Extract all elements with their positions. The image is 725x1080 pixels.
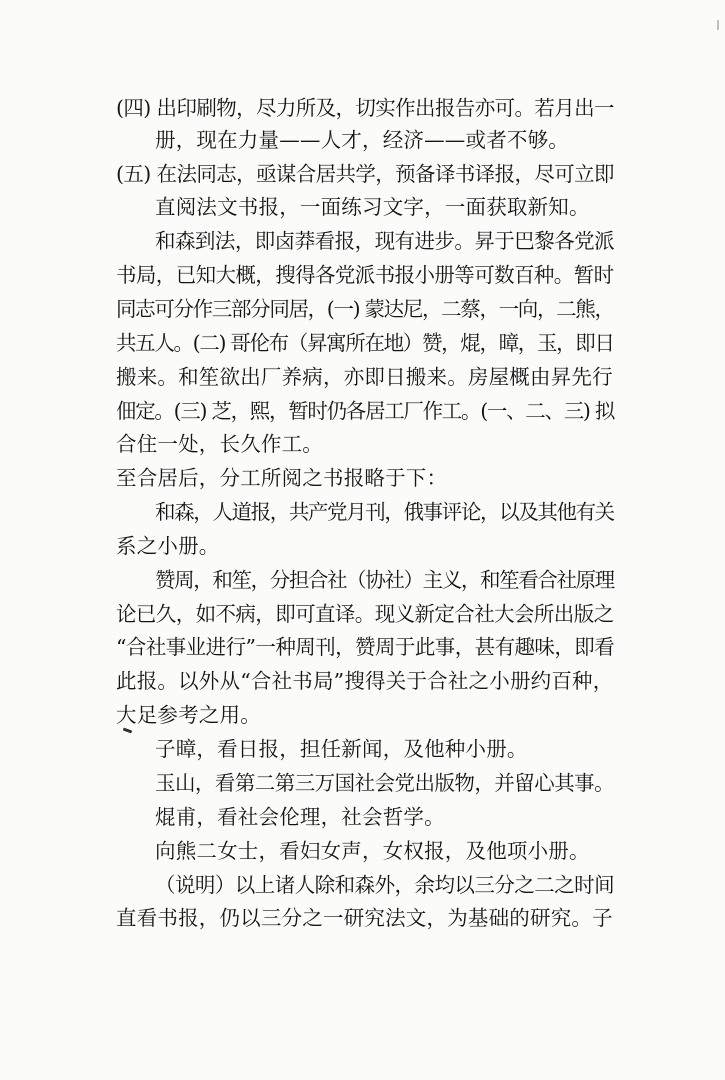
text-line: 和森，人道报，共产党月刊，俄事评论，以及其他有关 (155, 500, 614, 524)
text-line: 佃定。(三) 芝，熙，暂时仍各居工厂作工。(一、二、三) 拟 (116, 399, 615, 423)
text-line: 同志可分作三部分同居，(一) 蒙达尼，二蔡，一向，二熊， (116, 297, 614, 321)
text-line: (五) 在法同志，亟谋合居共学，预备译书译报，尽可立即 (116, 162, 614, 186)
text-line: (四) 出印刷物，尽力所及，切实作出报告亦可。若月出一 (116, 96, 614, 120)
text-line: 共五人。(二) 哥伦布（昇寓所在地）赞，焜，暲，玉，即日 (116, 331, 614, 355)
text-line: 搬来。和笙欲出厂养病，亦即日搬来。房屋概由昇先行 (116, 365, 613, 389)
text-line: （说明）以上诸人除和森外，余均以三分之二之时间 (155, 873, 615, 897)
text-line: 合住一处，长久作工。 (116, 432, 323, 456)
text-line: 论已久，如不病，即可直译。现义新定合社大会所出版之 (116, 602, 614, 626)
text-line: 直看书报，仍以三分之一研究法文，为基础的研究。子 (116, 906, 613, 930)
text-line: 册，现在力量——人才，经济——或者不够。 (155, 128, 569, 152)
text-line: 此报。以外从“合社书局”搜得关于合社之小册约百种， (116, 669, 614, 693)
text-line: 系之小册。 (116, 534, 220, 558)
text-line: “合社事业进行”一种周刊，赞周于此事，甚有趣味，即看 (116, 635, 615, 659)
text-line: 至合居后，分工所阅之书报略于下： (116, 466, 448, 490)
text-line: 向熊二女士，看妇女声，女权报，及他项小册。 (155, 839, 590, 863)
text-line: 直阅法文书报，一面练习文字，一面获取新知。 (155, 195, 590, 219)
text-line: 玉山，看第二第三万国社会党出版物，并留心其事。 (155, 771, 615, 795)
text-line: 子暲，看日报，担任新闻，及他种小册。 (155, 737, 528, 761)
text-line: 大足参考之用。 (116, 703, 261, 727)
scan-edge-mark (717, 20, 719, 30)
text-line: 焜甫，看社会伦理，社会哲学。 (155, 805, 445, 829)
text-line: 赞周，和笙，分担合社（协社）主义，和笙看合社原理 (155, 568, 614, 592)
text-line: 和森到法，即卤莽看报，现有进步。昇于巴黎各党派 (155, 229, 615, 253)
text-line: 书局，已知大概，搜得各党派书报小册等可数百种。暂时 (116, 263, 614, 287)
